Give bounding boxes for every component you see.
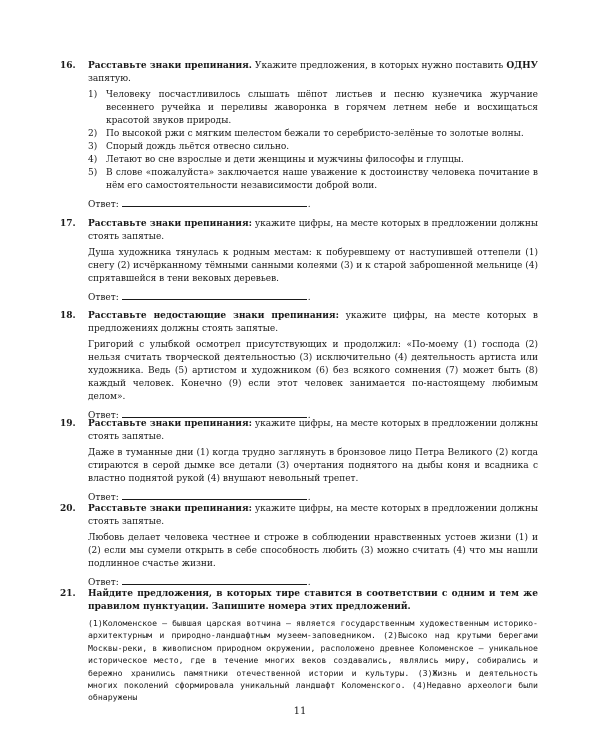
task-lead: Расставьте знаки препинания. (88, 61, 252, 71)
instruction-emphasis: ОДНУ (506, 61, 538, 71)
answer-label: Ответ: (88, 578, 119, 588)
option-text: По высокой ржи с мягким шелестом бежали то серебристо-зелёные то золотые волны. (106, 129, 524, 139)
option-text: В слове «пожалуйста» заключается наше уважение к достоинству человека почитание в нём его самостоятельности независимости доброй воли. (106, 168, 538, 191)
instruction-text-end: запятую. (88, 74, 131, 84)
answer-row: Ответ: . (88, 290, 538, 305)
instruction-text: Укажите предложения, в которых нужно поставить (251, 61, 507, 71)
instruction-emphasis: тире (275, 589, 300, 599)
task-text: (1)Коломенское — бывшая царская вотчина — является государственным художественным историко-архитектурным и природно-ландшафтным музеем-заповедником. (2)Высоко над крутыми берегами Москвы-реки, в живописном природном окружении, расположено древнее Коломенское — уникальное историческое место, где в течение многих веков создавались, являлись миру, собирались и бережно хранились памятники отечественной истории и культуры. (3)Жизнь и деятельность многих поколений сформировала уникальный ландшафт Коломенского. (4)Недавно археологи были обнаружены (88, 618, 538, 703)
option-number: 1) (88, 90, 98, 100)
task-20 (62, 503, 538, 590)
answer-label: Ответ: (88, 293, 119, 303)
answer-row: Ответ: . (88, 408, 538, 423)
answer-field[interactable] (122, 408, 307, 418)
instruction-text: укажите цифры, на месте которых в предложении должны стоять запятые. (88, 504, 538, 527)
task-instruction (88, 310, 538, 336)
option-5 (88, 167, 538, 193)
instruction-text: укажите цифры, на месте которых в предложениях должны стоять запятые. (88, 311, 538, 334)
option-4 (88, 154, 538, 167)
task-lead: Расставьте знаки препинания: (88, 504, 252, 514)
task-18 (62, 310, 538, 423)
task-number: 17. (60, 219, 76, 229)
task-text: Любовь делает человека честнее и строже в соблюдении нравственных устоев жизни (1) и (2) если мы сумели открыть в себе способность любить (3) можно считать (4) что мы нашли подлинное счастье жизни. (88, 533, 538, 569)
task-number: 18. (60, 311, 76, 321)
answer-row: Ответ: . (88, 490, 538, 505)
task-lead: Расставьте недостающие знаки препинания: (88, 311, 339, 321)
instruction-text: укажите цифры, на месте которых в предложении должны стоять запятые. (88, 419, 538, 442)
instruction-text-end: ставится в соответствии с одним и тем же правилом пунктуации. Запишите номера этих предложений. (88, 589, 538, 612)
task-number: 20. (60, 504, 76, 514)
task-instruction (88, 418, 538, 444)
answer-row: Ответ: . (88, 575, 538, 590)
task-instruction (88, 60, 538, 86)
answer-field[interactable] (122, 490, 307, 500)
task-19 (62, 418, 538, 505)
task-number: 21. (60, 589, 76, 599)
task-number: 16. (60, 61, 76, 71)
instruction-text: укажите цифры, на месте которых в предложении должны стоять запятые. (88, 219, 538, 242)
answer-label: Ответ: (88, 411, 119, 421)
option-text: Летают во сне взрослые и дети женщины и мужчины философы и глупцы. (106, 155, 464, 165)
task-instruction (88, 218, 538, 244)
answer-row: Ответ: . (88, 197, 538, 212)
option-2 (88, 128, 538, 141)
page-number: 11 (293, 706, 307, 717)
task-text: Душа художника тянулась к родным местам: к побуревшему от наступившей оттепели (1) снегу (2) исчёрканному тёмными санными колеями (3) и к старой заброшенной мельнице (4) спрятавшейся в тени вековых деревьев. (88, 248, 538, 284)
answer-label: Ответ: (88, 493, 119, 503)
task-text: Григорий с улыбкой осмотрел присутствующих и продолжил: «По-моему (1) господа (2) нельзя считать творческой деятельностью (3) исключительно (4) деятельность артиста или художника. Ведь (5) артистом и художником (6) без всякого сомнения (7) может быть (8) каждый человек. Конечно (9) если этот человек занимается по-настоящему любимым делом». (88, 340, 538, 402)
option-text: Человеку посчастливилось слышать шёпот листьев и песню кузнечика журчание весеннего ручейка и переливы жаворонка в горячем летнем небе и восхищаться красотой звуков природы. (106, 90, 538, 126)
task-number: 19. (60, 419, 76, 429)
answer-label: Ответ: (88, 200, 119, 210)
answer-field[interactable] (122, 197, 307, 207)
option-1 (88, 89, 538, 128)
task-17 (62, 218, 538, 305)
task-16 (62, 60, 538, 212)
task-21 (62, 588, 538, 704)
task-instruction (88, 503, 538, 529)
task-lead: Расставьте знаки препинания: (88, 219, 252, 229)
answer-field[interactable] (122, 290, 307, 300)
task-lead: Расставьте знаки препинания: (88, 419, 252, 429)
answer-field[interactable] (122, 575, 307, 585)
option-number: 4) (88, 155, 98, 165)
option-number: 2) (88, 129, 98, 139)
option-3 (88, 141, 538, 154)
option-text: Спорый дождь льётся отвесно сильно. (106, 142, 290, 152)
task-text: Даже в туманные дни (1) когда трудно заглянуть в бронзовое лицо Петра Великого (2) когда стираются в серой дымке все детали (3) очертания поднятого на дыбы коня и всадника с властно поднятой рукой (4) внушают невольный трепет. (88, 448, 538, 484)
task-instruction (88, 588, 538, 614)
instruction-text: Найдите предложения, в которых (88, 589, 276, 599)
option-number: 3) (88, 142, 98, 152)
option-number: 5) (88, 168, 98, 178)
